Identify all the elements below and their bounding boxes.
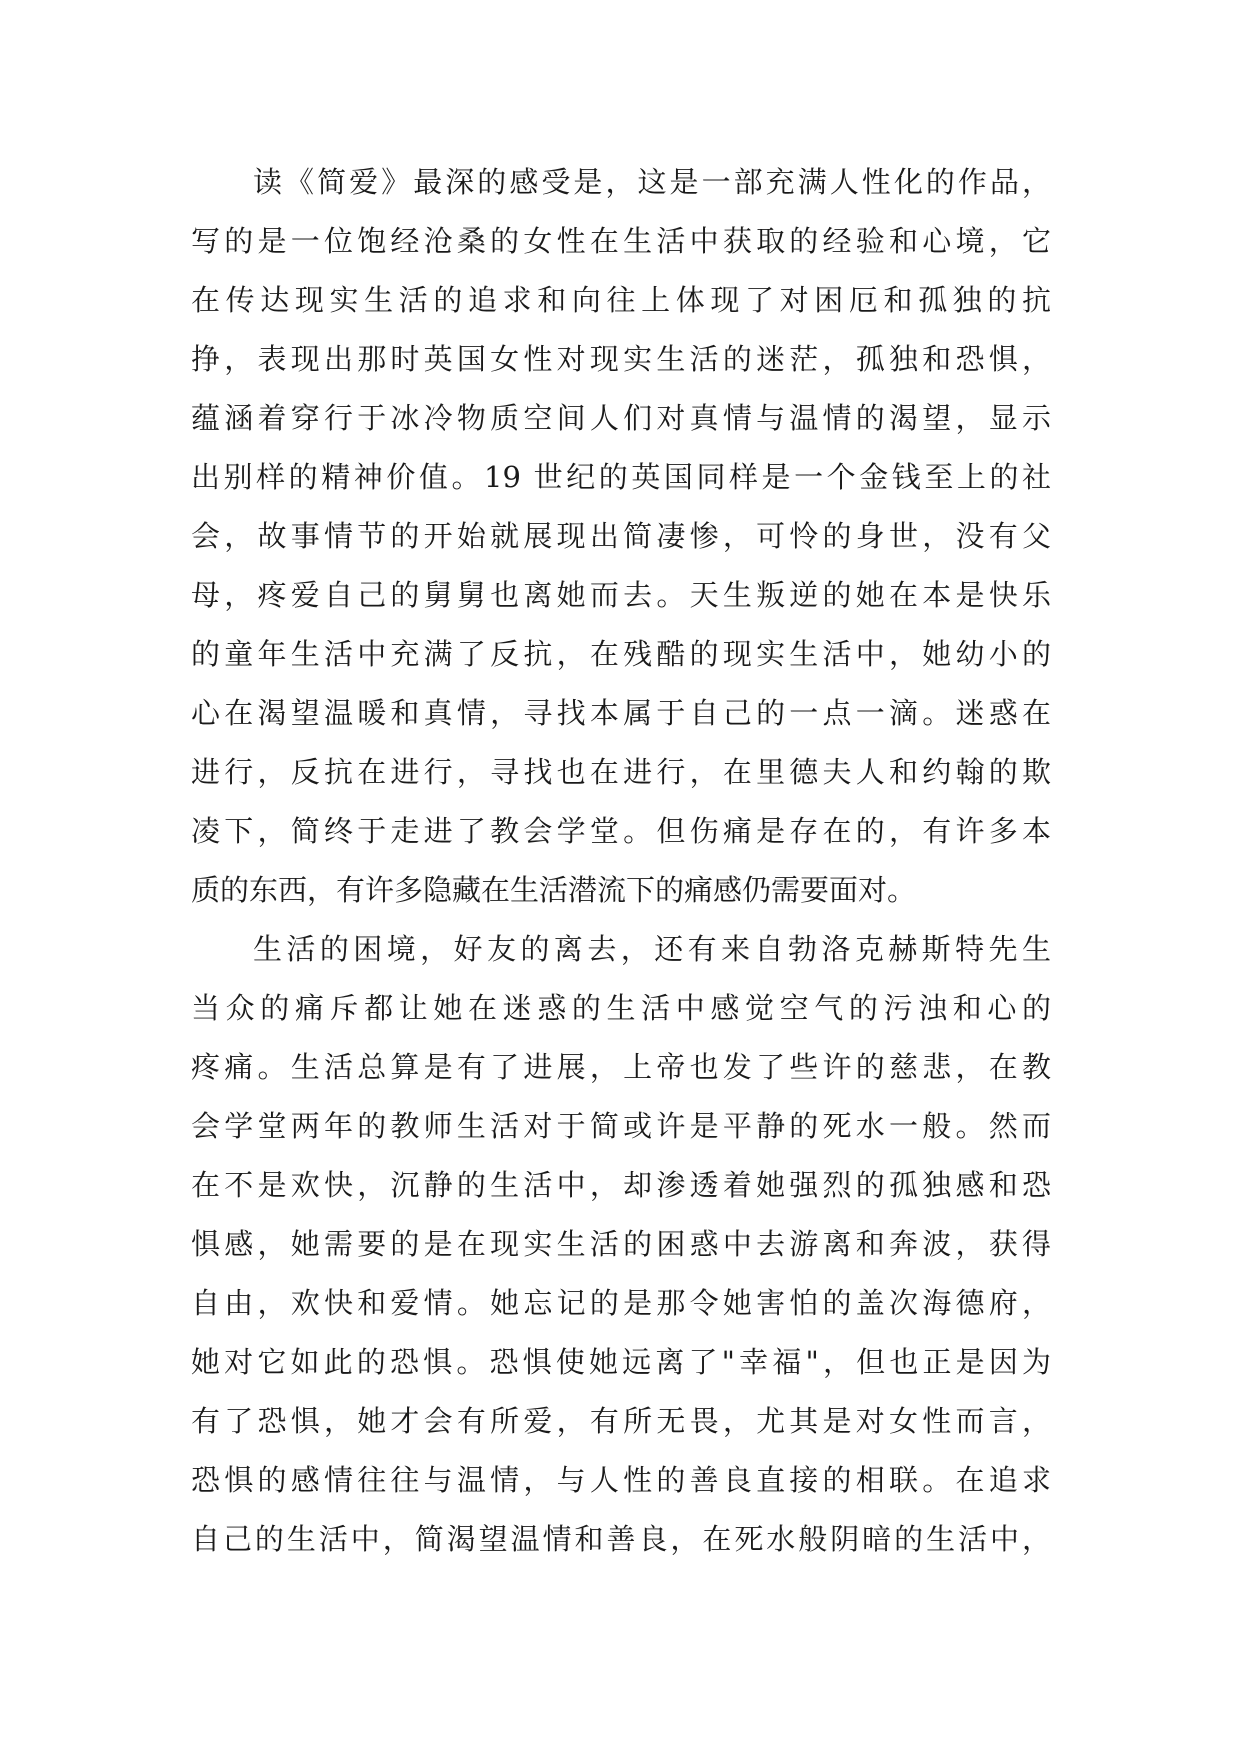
text-line: 会，故事情节的开始就展现出简凄惨，可怜的身世，没有父 (191, 519, 1051, 553)
text-line: 恐惧的感情往往与温情，与人性的善良直接的相联。在追求 (191, 1463, 1051, 1497)
text-line: 心在渴望温暖和真情，寻找本属于自己的一点一滴。迷惑在 (191, 696, 1051, 730)
text-line: 当众的痛斥都让她在迷惑的生活中感觉空气的污浊和心的 (191, 991, 1051, 1025)
text-line: 自己的生活中，简渴望温情和善良，在死水般阴暗的生活中， (191, 1522, 1051, 1556)
paragraph-1 (191, 153, 1051, 920)
text-line: 进行，反抗在进行，寻找也在进行，在里德夫人和约翰的欺 (191, 755, 1051, 789)
text-line: 凌下，简终于走进了教会学堂。但伤痛是存在的，有许多本 (191, 814, 1051, 848)
text-line: 有了恐惧，她才会有所爱，有所无畏，尤其是对女性而言， (191, 1404, 1051, 1438)
text-line: 会学堂两年的教师生活对于简或许是平静的死水一般。然而 (191, 1109, 1051, 1143)
text-line: 蕴涵着穿行于冰冷物质空间人们对真情与温情的渴望，显示 (191, 401, 1051, 435)
text-line: 她对它如此的恐惧。恐惧使她远离了"幸福"，但也正是因为 (191, 1345, 1051, 1379)
text-line: 挣，表现出那时英国女性对现实生活的迷茫，孤独和恐惧， (191, 342, 1051, 376)
text-line: 在不是欢快，沉静的生活中，却渗透着她强烈的孤独感和恐 (191, 1168, 1051, 1202)
text-line: 质的东西，有许多隐藏在生活潜流下的痛感仍需要面对。 (191, 873, 917, 907)
text-line: 出别样的精神价值。19 世纪的英国同样是一个金钱至上的社 (191, 460, 1051, 494)
text-line: 惧感，她需要的是在现实生活的困惑中去游离和奔波，获得 (191, 1227, 1051, 1261)
text-line: 生活的困境，好友的离去，还有来自勃洛克赫斯特先生 (253, 932, 1051, 966)
text-line: 疼痛。生活总算是有了进展，上帝也发了些许的慈悲，在教 (191, 1050, 1051, 1084)
text-line: 在传达现实生活的追求和向往上体现了对困厄和孤独的抗 (191, 283, 1051, 317)
text-line: 读《简爱》最深的感受是，这是一部充满人性化的作品， (253, 165, 1051, 199)
text-line: 的童年生活中充满了反抗，在残酷的现实生活中，她幼小的 (191, 637, 1051, 671)
document-body (191, 153, 1051, 1569)
text-line: 自由，欢快和爱情。她忘记的是那令她害怕的盖次海德府， (191, 1286, 1051, 1320)
text-line: 母，疼爱自己的舅舅也离她而去。天生叛逆的她在本是快乐 (191, 578, 1051, 612)
paragraph-2 (191, 920, 1051, 1569)
text-line: 写的是一位饱经沧桑的女性在生活中获取的经验和心境，它 (191, 224, 1051, 258)
